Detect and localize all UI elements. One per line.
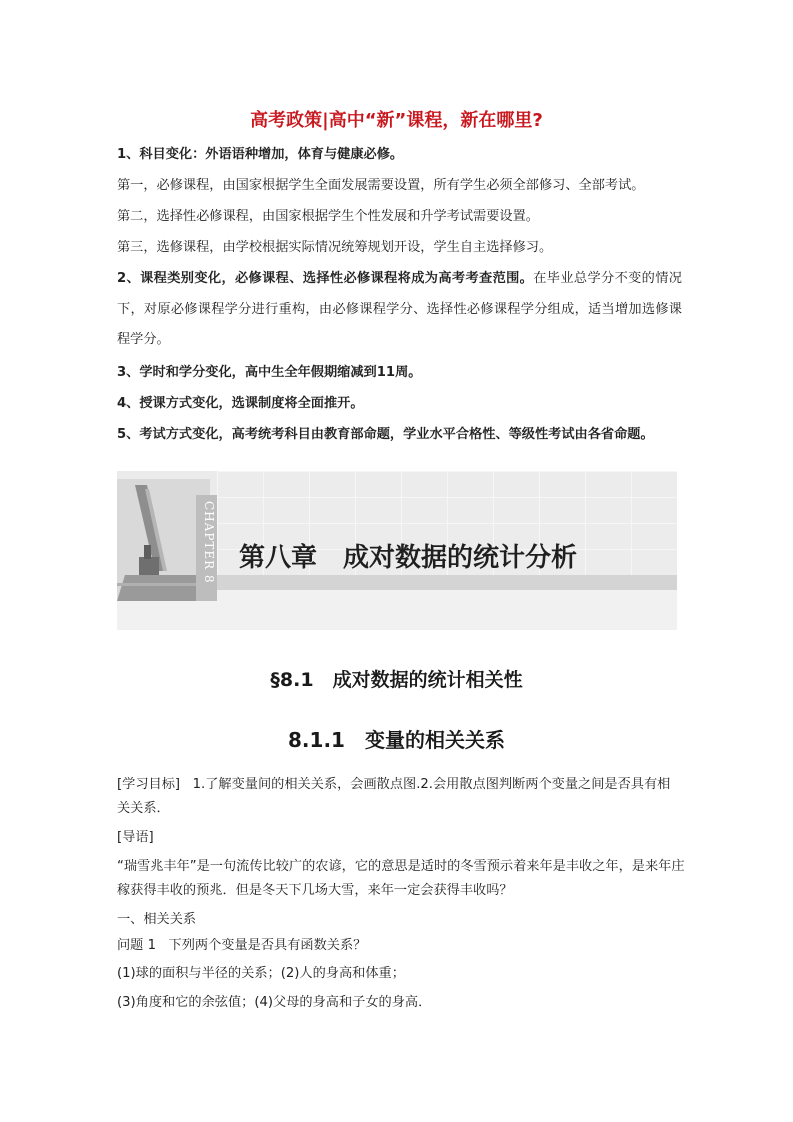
banner-band [210, 575, 677, 590]
policy-item-course-category-rest: 在毕业总学分不变的情况下，对原必修课程学分进行重构，由必修课程学分、选择性必修课程学分组成，适当增加选修课程学分。 [117, 271, 682, 347]
subsection-spacer [345, 728, 365, 752]
question-1-line-2: (3)角度和它的余弦值；(4)父母的身高和子女的身高． [117, 995, 432, 1010]
policy-item-credits: 3、学时和学分变化，高中生全年假期缩减到11周。 [117, 365, 422, 380]
intro-text: “瑞雪兆丰年”是一句流传比较广的农谚，它的意思是适时的冬雪预示着来年是丰收之年，是来年庄稼获得丰收的预兆．但是冬天下几场大雪，来年一定会获得丰收吗？ [117, 859, 685, 898]
question-1-text: 下列两个变量是否具有函数关系？ [168, 938, 367, 953]
policy-item-subject-change: 1、科目变化：外语语种增加，体育与健康必修。 [117, 147, 404, 162]
policy-item-course-category [117, 264, 682, 356]
learning-goals [117, 773, 683, 821]
policy-title: 高考政策|高中“新”课程，新在哪里? [250, 110, 543, 131]
policy-item-required: 第一，必修课程，由国家根据学生全面发展需要设置，所有学生必须全部修习、全部考试。 [117, 178, 645, 193]
subsection-title [0, 724, 793, 753]
policy-item-exams: 5、考试方式变化，高考统考科目由教育部命题，学业水平合格性、等级性考试由各省命题。 [117, 427, 654, 442]
question-1-label: 问题 1 [117, 938, 156, 953]
policy-item-elective: 第三，选修课程，由学校根据实际情况统筹规划开设，学生自主选择修习。 [117, 240, 553, 255]
chapter-title: 第八章 成对数据的统计分析 [239, 543, 578, 573]
question-1-gap [156, 938, 169, 953]
chapter-vertical-label: CHAPTER 8 [202, 501, 216, 584]
policy-item-selective-required: 第二，选择性必修课程，由国家根据学生个性发展和升学考试需要设置。 [117, 209, 539, 224]
question-1 [117, 936, 685, 956]
chapter-banner [117, 471, 677, 630]
learning-goals-gap [180, 777, 193, 792]
section-title: §8.1 成对数据的统计相关性 [270, 669, 523, 691]
subsection-name: 变量的相关关系 [364, 728, 505, 752]
policy-item-course-category-lead: 2、课程类别变化，必修课程、选择性必修课程将成为高考考查范围。 [117, 271, 534, 286]
policy-item-teaching: 4、授课方式变化，选课制度将全面推开。 [117, 396, 364, 411]
intro-label: [导语] [117, 830, 154, 845]
heading-correlation: 一、相关关系 [117, 912, 197, 927]
subsection-number: 8.1.1 [288, 728, 345, 752]
learning-goals-label: [学习目标] [117, 777, 181, 792]
question-1-line-1: (1)球的面积与半径的关系；(2)人的身高和体重； [117, 966, 405, 981]
learning-goals-text: 1.了解变量间的相关关系，会画散点图.2.会用散点图判断两个变量之间是否具有相关关系． [117, 777, 671, 816]
